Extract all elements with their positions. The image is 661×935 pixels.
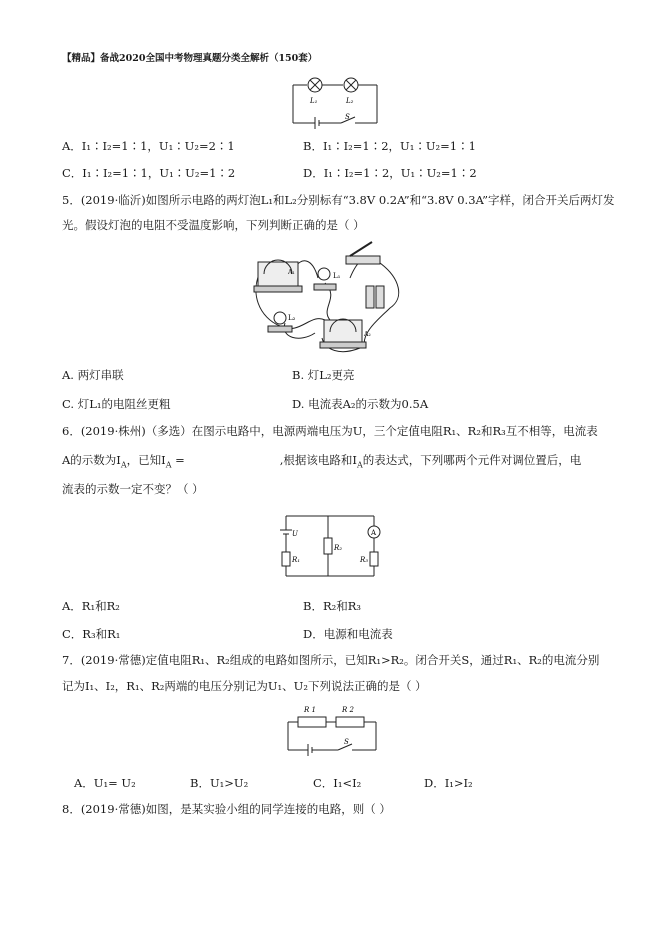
q5-option-c[interactable]: C. 灯L₁的电阻丝更粗	[62, 397, 171, 411]
q7-stem-line1: 7．(2019·常德)定值电阻R₁、R₂组成的电路如图所示，已知R₁>R₂。闭合开关S，通过R₁、R₂的电流分别	[62, 653, 600, 667]
label-r1: R₁	[292, 556, 301, 564]
q7-option-d[interactable]: D．I₁>I₂	[424, 776, 473, 790]
ammeter-a1-icon	[254, 260, 302, 292]
r1-symbol	[282, 552, 290, 566]
q5-circuit-photo	[240, 238, 425, 358]
q6-stem-line1: 6．(2019·株州)（多选）在图示电路中，电源两端电压为U，三个定值电阻R₁、R₂和R₃互不相等，电流表	[62, 424, 598, 438]
label-u: U	[292, 530, 298, 538]
r2-symbol	[324, 538, 332, 554]
q7-option-a[interactable]: A．U₁= U₂	[74, 776, 136, 790]
label-l2: L₂	[346, 97, 354, 105]
label-r2: R₂	[334, 544, 343, 552]
q5-stem-line1: 5．(2019·临沂)如图所示电路的两灯泡L₁和L₂分别标有“3.8V 0.2A”和“3.8V 0.3A”字样，闭合开关后两灯发	[62, 193, 615, 207]
q6-stem-line2: A的示数为$I_A$，已知$I_A$ = ,根据该电路和$I_A$的表达式，下列哪两个元件对调位置后，电	[62, 453, 582, 470]
label-s: S	[344, 738, 349, 746]
q7-option-b[interactable]: B．U₁>U₂	[190, 776, 249, 790]
label-r2: R 2	[342, 706, 354, 714]
battery-icon	[366, 286, 384, 308]
q4-option-d[interactable]: D．I₁∶I₂=1∶2，U₁∶U₂=1∶2	[303, 166, 477, 180]
q7-circuit-diagram	[282, 700, 382, 758]
q5-stem-line2: 光。假设灯泡的电阻不受温度影响，下列判断正确的是（ ）	[62, 218, 365, 232]
q5-option-a[interactable]: A. 两灯串联	[62, 368, 124, 382]
q6-stem-line3: 流表的示数一定不变？（ ）	[62, 482, 204, 496]
q6-option-d[interactable]: D．电源和电流表	[303, 627, 393, 641]
label-r1: R 1	[304, 706, 316, 714]
label-a1: A₁	[288, 269, 295, 276]
q6-option-b[interactable]: B．R₂和R₃	[303, 599, 361, 613]
q8-stem-line1: 8．(2019·常德)如图，是某实验小组的同学连接的电路，则（ ）	[62, 802, 391, 816]
label-r3: R₃	[360, 556, 369, 564]
q5-option-d[interactable]: D. 电流表A₂的示数为0.5A	[292, 397, 429, 411]
r2-symbol	[336, 717, 364, 727]
label-l1: L₁	[310, 97, 318, 105]
label-s: S	[345, 113, 350, 121]
q4-circuit-diagram	[285, 73, 385, 131]
knife-switch-icon	[346, 242, 380, 264]
ammeter-a2-icon	[320, 319, 366, 348]
label-a2: A₂	[364, 331, 371, 338]
r1-symbol	[298, 717, 326, 727]
q6-option-c[interactable]: C．R₃和R₁	[62, 627, 121, 641]
q4-option-a[interactable]: A．I₁∶I₂=1∶1，U₁∶U₂=2∶1	[62, 139, 235, 153]
q7-option-c[interactable]: C．I₁<I₂	[313, 776, 362, 790]
q5-option-b[interactable]: B. 灯L₂更亮	[292, 368, 355, 382]
q4-option-b[interactable]: B．I₁∶I₂=1∶2，U₁∶U₂=1∶1	[303, 139, 476, 153]
page-header: 【精品】备战2020全国中考物理真题分类全解析（150套）	[62, 53, 318, 64]
r3-symbol	[370, 552, 378, 566]
label-l2-photo: L₂	[288, 314, 296, 322]
q4-option-c[interactable]: C．I₁∶I₂=1∶1，U₁∶U₂=1∶2	[62, 166, 236, 180]
label-a: A	[371, 529, 377, 537]
q7-stem-line2: 记为I₁、I₂，R₁、R₂两端的电压分别记为U₁、U₂下列说法正确的是（ ）	[62, 679, 427, 693]
q6-circuit-diagram	[278, 510, 384, 582]
label-l1-photo: L₁	[333, 272, 341, 280]
q6-option-a[interactable]: A．R₁和R₂	[62, 599, 120, 613]
